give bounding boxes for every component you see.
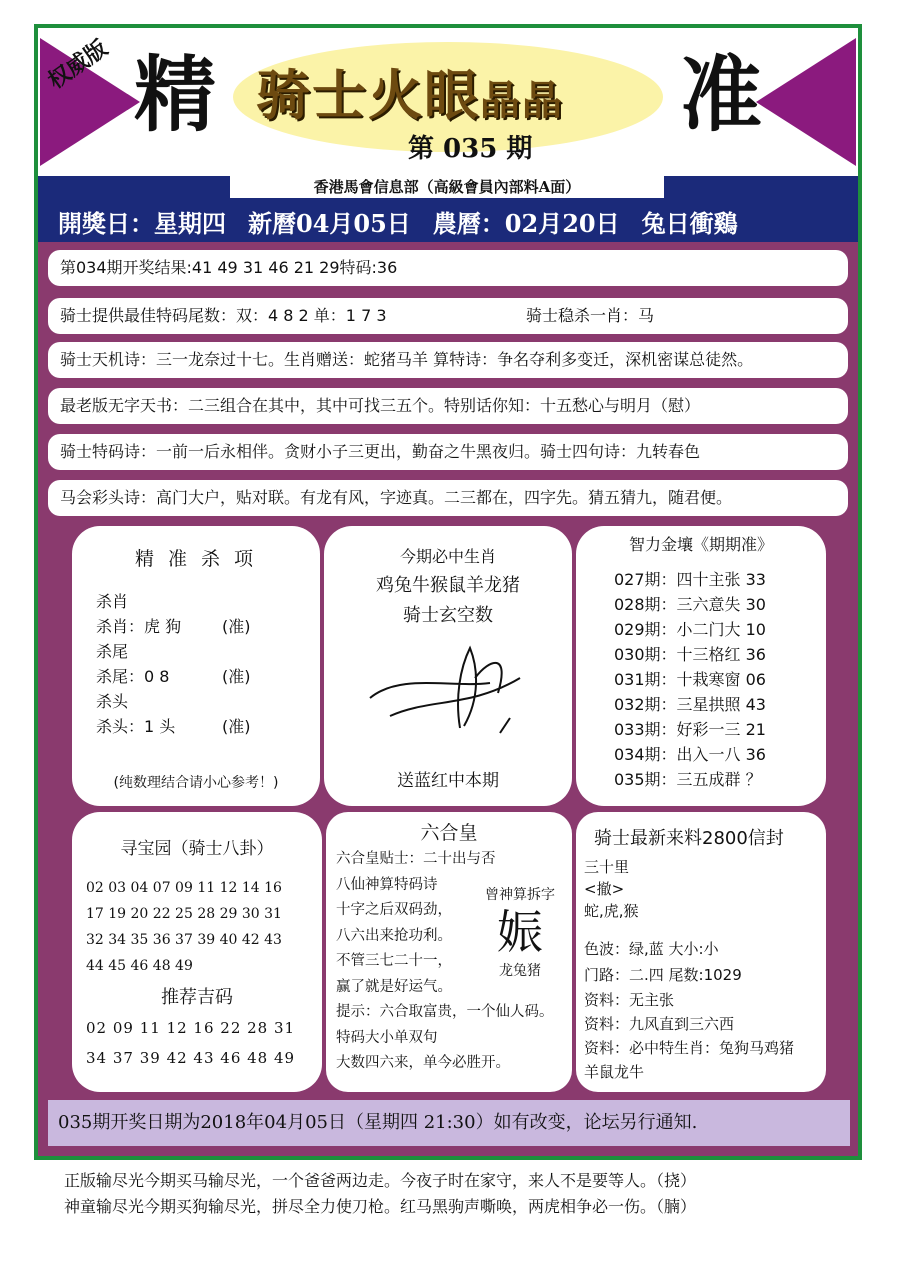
history-item: 029期：小二门大 10 — [614, 620, 766, 639]
latest-line: 资料：无主张 — [584, 991, 675, 1009]
latest-line: <撤> — [584, 880, 625, 898]
history-item: 035期：三五成群 ？ — [614, 770, 762, 789]
zodiac-bottom: 送蓝红中本期 — [397, 771, 499, 791]
history-box — [576, 526, 826, 806]
draw-day: 開獎日：星期四 — [58, 209, 226, 238]
liuhe-line: 八六出来抢功利。 — [336, 927, 452, 944]
liuhe-line: 赢了就是好运气。 — [336, 978, 452, 995]
kill-one-text: 骑士稳杀一肖：马 — [526, 306, 655, 325]
signature-scribble — [360, 638, 550, 736]
date-bar-text — [58, 204, 760, 239]
new-date: 新曆04月05日 — [248, 209, 411, 238]
history-item: 027期：四十主张 33 — [614, 570, 766, 589]
latest-line: 资料：必中特生肖：兔狗马鸡猪 — [584, 1039, 795, 1057]
kill-line-3: 杀尾 — [96, 642, 129, 661]
kill-line-6: 杀头：1 头 (准) — [96, 717, 251, 736]
treasure-box — [72, 812, 322, 1092]
latest-line: 三十里 — [584, 858, 630, 876]
footer-notice: 035期开奖日期为2018年04月05日（星期四 21:30）如有改变，论坛另行通知. — [48, 1100, 850, 1146]
treasure-title: 寻宝园（骑士八卦） — [120, 839, 274, 859]
right-triangle — [756, 38, 856, 166]
liuhe-side-title: 曾神算拆字 — [485, 887, 555, 903]
latest-line: 蛇,虎,猴 — [584, 902, 639, 920]
main-title — [256, 63, 564, 127]
history-item: 033期：好彩一三 21 — [614, 720, 766, 739]
latest-line: 门路：二.四 尾数:1029 — [584, 966, 742, 984]
kill-note: (纯数理结合请小心参考！) — [113, 775, 279, 791]
zodiac-title: 今期必中生肖 — [399, 547, 496, 566]
edition-label: 权威版 — [43, 35, 113, 95]
header — [38, 28, 858, 176]
big-char-left: 精 — [134, 47, 217, 143]
liuhe-box — [326, 812, 572, 1092]
lucky-title: 推荐吉码 — [161, 987, 233, 1008]
title-small: 晶晶 — [480, 77, 564, 124]
kill-line-2: 杀肖：虎 狗 (准) — [96, 617, 251, 636]
poster-frame — [34, 24, 862, 1160]
liuhe-side-bottom: 龙兔猪 — [499, 963, 541, 979]
dept-label: 香港馬會信息部（高級會員內部料A面） — [230, 176, 664, 198]
liuhe-line: 特码大小单双句 — [336, 1029, 438, 1046]
clash-label: 兔日衝鷄 — [641, 209, 738, 238]
big-char-right: 准 — [679, 47, 762, 143]
liuhe-line: 大数四六来，单今必胜开。 — [336, 1055, 510, 1071]
history-item: 032期：三星拱照 43 — [614, 695, 766, 714]
book-row: 最老版无字天书：二三组合在其中，其中可找三五个。特别话你知：十五愁心与明月（慰） — [48, 388, 848, 424]
special-poem-row: 骑士特码诗：一前一后永相伴。贪财小子三更出，勤奋之牛黑夜归。骑士四句诗：九转春色 — [48, 434, 848, 470]
zodiac-box — [324, 526, 572, 806]
liuhe-line: 八仙神算特码诗 — [336, 876, 438, 893]
history-title: 智力金壤《期期准》 — [628, 535, 773, 554]
history-item: 031期：十栽寒窗 06 — [614, 670, 766, 689]
latest-box — [576, 812, 826, 1092]
tail-row — [48, 298, 848, 334]
kill-title: 精 准 杀 项 — [134, 548, 258, 570]
bottom-line-1: 正版输尽光今期买马输尽光，一个爸爸两边走。今夜子时在家守，来人不是要等人。（挠） — [64, 1171, 697, 1190]
latest-line: 色波：绿,蓝 大小:小 — [584, 940, 719, 958]
liuhe-line: 十字之后双码劲， — [336, 902, 452, 918]
lucky-nums: 02 09 11 12 16 22 28 31 — [86, 1019, 296, 1037]
treasure-nums: 17 19 20 22 25 28 29 30 31 — [86, 906, 282, 922]
latest-line: 羊鼠龙牛 — [584, 1063, 645, 1081]
liuhe-line: 不管三七二十一， — [336, 953, 452, 969]
bottom-line-2: 神童输尽光今期买狗输尽光，拼尽全力使刀枪。红马黑驹声嘶唤，两虎相争必一伤。（腩） — [64, 1197, 697, 1216]
treasure-nums: 02 03 04 07 09 11 12 14 16 — [86, 880, 282, 896]
title-main: 骑士火眼 — [256, 63, 480, 127]
latest-line: 资料：九风直到三六西 — [584, 1015, 735, 1033]
history-item: 030期：十三格红 36 — [614, 645, 766, 664]
horse-poem-row: 马会彩头诗：高门大户，贴对联。有龙有风，字迹真。二三都在，四字先。猜五猜九，随君便。 — [48, 480, 848, 516]
liuhe-big-char: 娠 — [497, 905, 543, 959]
history-item: 028期：三六意失 30 — [614, 595, 766, 614]
issue-number: 第 035 期 — [408, 134, 533, 164]
zodiac-label: 骑士玄空数 — [403, 605, 493, 626]
kill-line-5: 杀头 — [96, 692, 129, 711]
kill-box — [72, 526, 320, 806]
liuhe-line: 六合皇贴士：二十出与否 — [336, 851, 496, 867]
lucky-nums: 34 37 39 42 43 46 48 49 — [86, 1049, 296, 1067]
tail-text: 骑士提供最佳特码尾数：双：4 8 2 单：1 7 3 — [60, 306, 387, 325]
zodiac-animals: 鸡兔牛猴鼠羊龙猪 — [376, 575, 520, 596]
liuhe-title: 六合皇 — [420, 822, 478, 844]
history-item: 034期：出入一八 36 — [614, 745, 766, 764]
lunar-date: 農曆：02月20日 — [432, 209, 620, 238]
latest-title: 骑士最新来料2800信封 — [594, 828, 784, 849]
poem-row: 骑士天机诗：三一龙奈过十七。生肖赠送：蛇猪马羊 算特诗：争名夺利多变迁，深机密谋总徒然。 — [48, 342, 848, 378]
liuhe-line: 提示：六合取富贵，一个仙人码。 — [336, 1004, 554, 1020]
kill-line-1: 杀肖 — [96, 592, 129, 611]
kill-line-4: 杀尾：0 8 (准) — [96, 667, 251, 686]
treasure-nums: 32 34 35 36 37 39 40 42 43 — [86, 932, 282, 948]
treasure-nums: 44 45 46 48 49 — [86, 958, 193, 974]
result-row: 第034期开奖结果:41 49 31 46 21 29特码:36 — [48, 250, 848, 286]
